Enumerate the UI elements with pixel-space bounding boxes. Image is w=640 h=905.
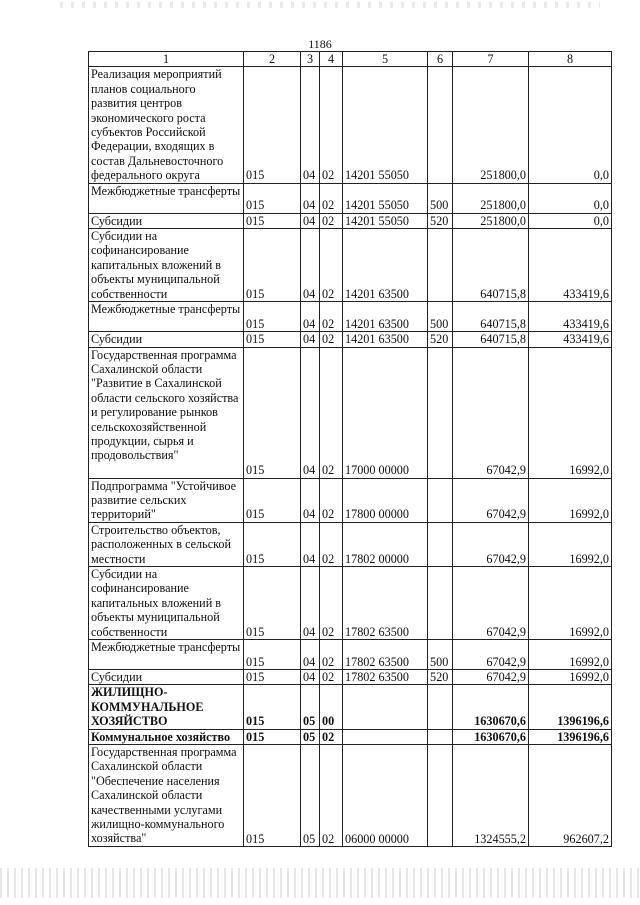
expense-type-cell: 520 <box>428 213 453 228</box>
code-cell: 015 <box>244 183 301 213</box>
target-article-cell: 17802 00000 <box>343 522 428 566</box>
expense-type-cell <box>428 566 453 639</box>
target-article-cell: 17802 63500 <box>343 566 428 639</box>
amount-cell-2: 16992,0 <box>529 478 612 522</box>
header-cell: 7 <box>453 52 529 67</box>
amount-cell-2: 0,0 <box>529 213 612 228</box>
section-cell: 04 <box>301 639 320 669</box>
section-cell: 04 <box>301 347 320 478</box>
target-article-cell <box>343 685 428 729</box>
code-cell: 015 <box>244 347 301 478</box>
table-row <box>89 669 612 684</box>
expense-type-cell: 500 <box>428 183 453 213</box>
section-cell: 04 <box>301 566 320 639</box>
amount-cell-1: 251800,0 <box>453 183 529 213</box>
section-cell: 05 <box>301 745 320 847</box>
amount-cell-2: 1396196,6 <box>529 685 612 729</box>
code-cell: 015 <box>244 478 301 522</box>
amount-cell-2: 433419,6 <box>529 302 612 332</box>
expense-type-cell <box>428 685 453 729</box>
amount-cell-1: 1630670,6 <box>453 729 529 744</box>
item-name-cell: Государственная программа Сахалинской области "Обеспечение населения Сахалинской области качественными услугами жилищно-коммунального хозяйства" <box>89 745 244 847</box>
amount-cell-2: 16992,0 <box>529 566 612 639</box>
subsection-cell: 02 <box>320 639 343 669</box>
amount-cell-1: 67042,9 <box>453 669 529 684</box>
section-cell: 05 <box>301 729 320 744</box>
item-name-cell: Подпрограмма "Устойчивое развитие сельских территорий" <box>89 478 244 522</box>
code-cell: 015 <box>244 729 301 744</box>
budget-table-body <box>89 52 612 847</box>
table-row <box>89 566 612 639</box>
target-article-cell: 17000 00000 <box>343 347 428 478</box>
budget-table <box>88 51 612 847</box>
header-cell: 4 <box>320 52 343 67</box>
section-cell: 04 <box>301 669 320 684</box>
scan-noise-top <box>60 2 600 8</box>
target-article-cell: 14201 55050 <box>343 213 428 228</box>
section-cell: 04 <box>301 213 320 228</box>
target-article-cell: 14201 63500 <box>343 229 428 302</box>
table-row <box>89 729 612 744</box>
code-cell: 015 <box>244 522 301 566</box>
section-cell: 04 <box>301 229 320 302</box>
amount-cell-1: 1324555,2 <box>453 745 529 847</box>
section-cell: 04 <box>301 332 320 347</box>
code-cell: 015 <box>244 685 301 729</box>
table-row <box>89 685 612 729</box>
expense-type-cell <box>428 522 453 566</box>
amount-cell-1: 1630670,6 <box>453 685 529 729</box>
target-article-cell: 06000 00000 <box>343 745 428 847</box>
amount-cell-1: 251800,0 <box>453 67 529 183</box>
table-row <box>89 67 612 183</box>
amount-cell-2: 962607,2 <box>529 745 612 847</box>
section-cell: 04 <box>301 67 320 183</box>
subsection-cell: 02 <box>320 229 343 302</box>
item-name-cell: Межбюджетные трансферты <box>89 639 244 669</box>
target-article-cell: 17802 63500 <box>343 669 428 684</box>
expense-type-cell <box>428 745 453 847</box>
amount-cell-1: 67042,9 <box>453 478 529 522</box>
subsection-cell: 00 <box>320 685 343 729</box>
item-name-cell: Субсидии на софинансирование капитальных вложений в объекты муниципальной собственности <box>89 229 244 302</box>
subsection-cell: 02 <box>320 522 343 566</box>
subsection-cell: 02 <box>320 213 343 228</box>
header-cell: 6 <box>428 52 453 67</box>
table-header-row <box>89 52 612 67</box>
amount-cell-2: 16992,0 <box>529 347 612 478</box>
table-row <box>89 183 612 213</box>
item-name-cell: ЖИЛИЩНО-КОММУНАЛЬНОЕ ХОЗЯЙСТВО <box>89 685 244 729</box>
subsection-cell: 02 <box>320 302 343 332</box>
section-cell: 04 <box>301 183 320 213</box>
table-row <box>89 302 612 332</box>
code-cell: 015 <box>244 669 301 684</box>
item-name-cell: Субсидии на софинансирование капитальных вложений в объекты муниципальной собственности <box>89 566 244 639</box>
table-row <box>89 522 612 566</box>
code-cell: 015 <box>244 745 301 847</box>
amount-cell-2: 16992,0 <box>529 639 612 669</box>
table-row <box>89 639 612 669</box>
expense-type-cell <box>428 67 453 183</box>
scan-noise-bottom <box>0 868 640 898</box>
target-article-cell: 14201 55050 <box>343 183 428 213</box>
amount-cell-2: 1396196,6 <box>529 729 612 744</box>
expense-type-cell <box>428 478 453 522</box>
table-row <box>89 745 612 847</box>
target-article-cell: 14201 63500 <box>343 332 428 347</box>
header-cell: 5 <box>343 52 428 67</box>
header-cell: 2 <box>244 52 301 67</box>
table-row <box>89 332 612 347</box>
expense-type-cell <box>428 347 453 478</box>
target-article-cell: 14201 55050 <box>343 67 428 183</box>
subsection-cell: 02 <box>320 745 343 847</box>
code-cell: 015 <box>244 639 301 669</box>
amount-cell-1: 640715,8 <box>453 302 529 332</box>
item-name-cell: Реализация мероприятий планов социального развития центров экономического роста субъектов Российской Федерации, входящих в состав Дальневосточного федерального округа <box>89 67 244 183</box>
header-cell: 8 <box>529 52 612 67</box>
subsection-cell: 02 <box>320 67 343 183</box>
subsection-cell: 02 <box>320 729 343 744</box>
header-cell: 1 <box>89 52 244 67</box>
page-number: 1186 <box>308 37 332 51</box>
table-row <box>89 229 612 302</box>
code-cell: 015 <box>244 332 301 347</box>
amount-cell-1: 67042,9 <box>453 639 529 669</box>
section-cell: 04 <box>301 522 320 566</box>
amount-cell-2: 0,0 <box>529 67 612 183</box>
item-name-cell: Коммунальное хозяйство <box>89 729 244 744</box>
code-cell: 015 <box>244 67 301 183</box>
expense-type-cell: 520 <box>428 332 453 347</box>
amount-cell-2: 16992,0 <box>529 522 612 566</box>
item-name-cell: Межбюджетные трансферты <box>89 302 244 332</box>
item-name-cell: Субсидии <box>89 669 244 684</box>
expense-type-cell: 500 <box>428 302 453 332</box>
section-cell: 05 <box>301 685 320 729</box>
subsection-cell: 02 <box>320 669 343 684</box>
code-cell: 015 <box>244 229 301 302</box>
target-article-cell: 14201 63500 <box>343 302 428 332</box>
amount-cell-1: 251800,0 <box>453 213 529 228</box>
amount-cell-1: 67042,9 <box>453 566 529 639</box>
section-cell: 04 <box>301 302 320 332</box>
item-name-cell: Государственная программа Сахалинской области "Развитие в Сахалинской области сельского хозяйства и регулирование рынков сельскохозяйственной продукции, сырья и продовольствия" <box>89 347 244 478</box>
expense-type-cell <box>428 729 453 744</box>
target-article-cell: 17802 63500 <box>343 639 428 669</box>
code-cell: 015 <box>244 213 301 228</box>
target-article-cell <box>343 729 428 744</box>
subsection-cell: 02 <box>320 478 343 522</box>
header-cell: 3 <box>301 52 320 67</box>
amount-cell-1: 640715,8 <box>453 229 529 302</box>
amount-cell-2: 16992,0 <box>529 669 612 684</box>
code-cell: 015 <box>244 566 301 639</box>
subsection-cell: 02 <box>320 566 343 639</box>
subsection-cell: 02 <box>320 347 343 478</box>
amount-cell-2: 433419,6 <box>529 332 612 347</box>
expense-type-cell: 520 <box>428 669 453 684</box>
subsection-cell: 02 <box>320 183 343 213</box>
section-cell: 04 <box>301 478 320 522</box>
code-cell: 015 <box>244 302 301 332</box>
expense-type-cell: 500 <box>428 639 453 669</box>
subsection-cell: 02 <box>320 332 343 347</box>
item-name-cell: Межбюджетные трансферты <box>89 183 244 213</box>
table-row <box>89 478 612 522</box>
expense-type-cell <box>428 229 453 302</box>
target-article-cell: 17800 00000 <box>343 478 428 522</box>
amount-cell-1: 640715,8 <box>453 332 529 347</box>
amount-cell-2: 433419,6 <box>529 229 612 302</box>
table-row <box>89 347 612 478</box>
table-row <box>89 213 612 228</box>
amount-cell-2: 0,0 <box>529 183 612 213</box>
item-name-cell: Строительство объектов, расположенных в сельской местности <box>89 522 244 566</box>
amount-cell-1: 67042,9 <box>453 522 529 566</box>
item-name-cell: Субсидии <box>89 213 244 228</box>
item-name-cell: Субсидии <box>89 332 244 347</box>
amount-cell-1: 67042,9 <box>453 347 529 478</box>
